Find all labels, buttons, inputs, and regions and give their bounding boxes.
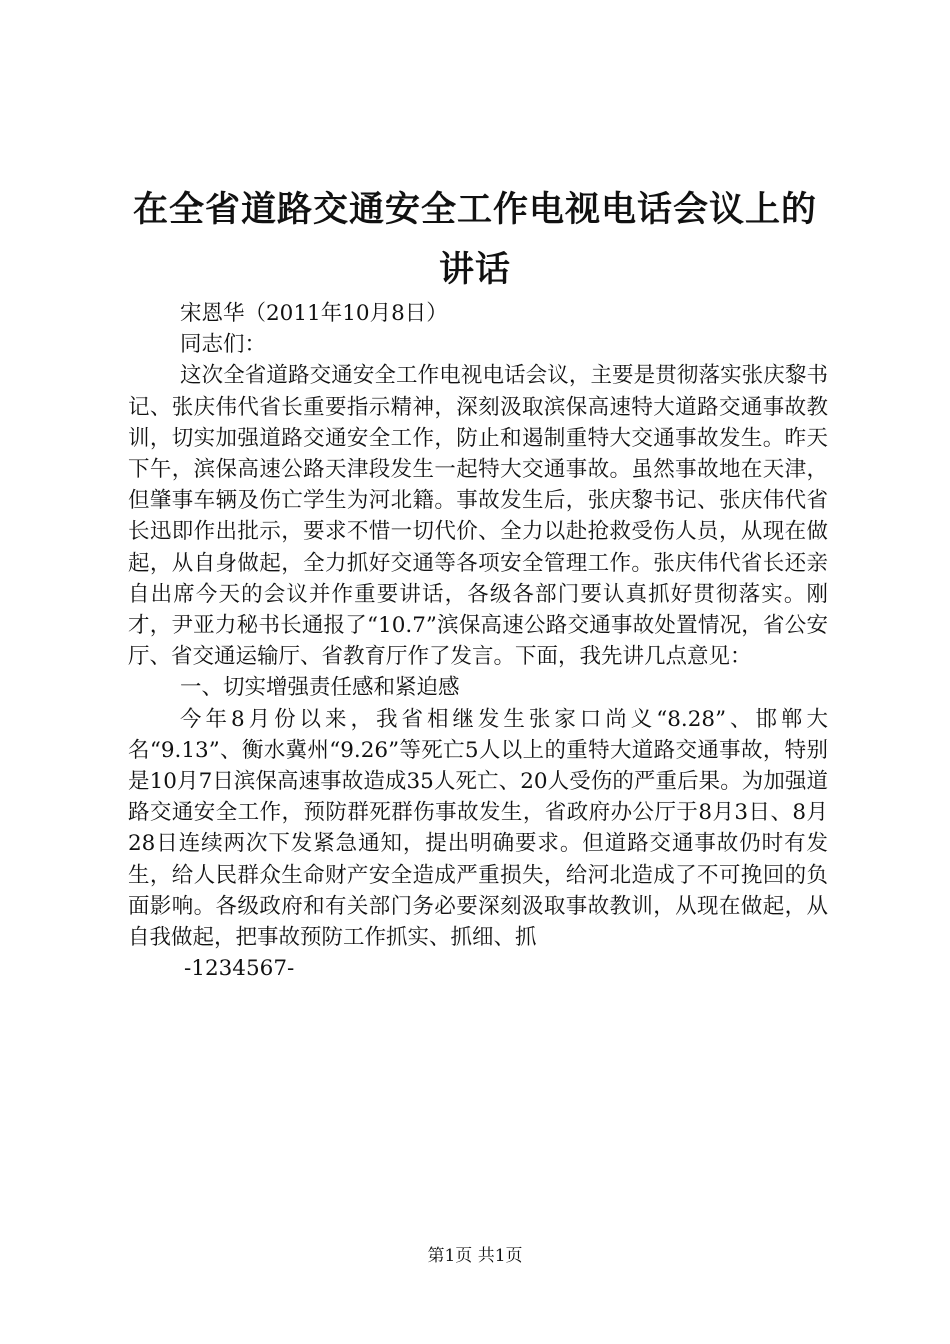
page-marker: -1234567- — [184, 956, 295, 982]
paragraph-section-1: 今年8月份以来，我省相继发生张家口尚义“8.28”、邯郸大名“9.13”、衡水冀州“9.26”等死亡5人以上的重特大道路交通事故，特别是10月7日滨保高速事故造成35人死亡、20人受伤的严重后果。为加强道路交通安全工作，预防群死群伤事故发生，省政府办公厅于8月3日、8月28日连续两次下发紧急通知，提出明确要求。但道路交通事故仍时有发生，给人民群众生命财产安全造成严重损失，给河北造成了不可挽回的负面影响。各级政府和有关部门务必要深刻汲取事故教训，从现在做起，从自我做起，把事故预防工作抓实、抓细、抓 — [128, 706, 828, 951]
byline: 宋恩华（2011年10月8日） — [180, 301, 448, 326]
page-footer: 第1页 共1页 — [427, 1246, 523, 1266]
paragraph-intro: 这次全省道路交通安全工作电视电话会议，主要是贯彻落实张庆黎书记、张庆伟代省长重要指示精神，深刻汲取滨保高速特大道路交通事故教训，切实加强道路交通安全工作，防止和遏制重特大交通事故发生。昨天下午，滨保高速公路天津段发生一起特大交通事故。虽然事故地在天津，但肇事车辆及伤亡学生为河北籍。事故发生后，张庆黎书记、张庆伟代省长迅即作出批示，要求不惜一切代价、全力以赴抢救受伤人员，从现在做起，从自身做起，全力抓好交通等各项安全管理工作。张庆伟代省长还亲自出席今天的会议并作重要讲话，各级各部门要认真抓好贯彻落实。刚才，尹亚力秘书长通报了“10.7”滨保高速公路交通事故处置情况，省公安厅、省交通运输厅、省教育厅作了发言。下面，我先讲几点意见： — [128, 363, 828, 670]
section-heading: 一、切实增强责任感和紧迫感 — [180, 675, 460, 701]
document-title: 在全省道路交通安全工作电视电话会议上的讲话 — [132, 190, 817, 290]
document-body — [128, 298, 828, 984]
salutation: 同志们： — [180, 332, 267, 358]
